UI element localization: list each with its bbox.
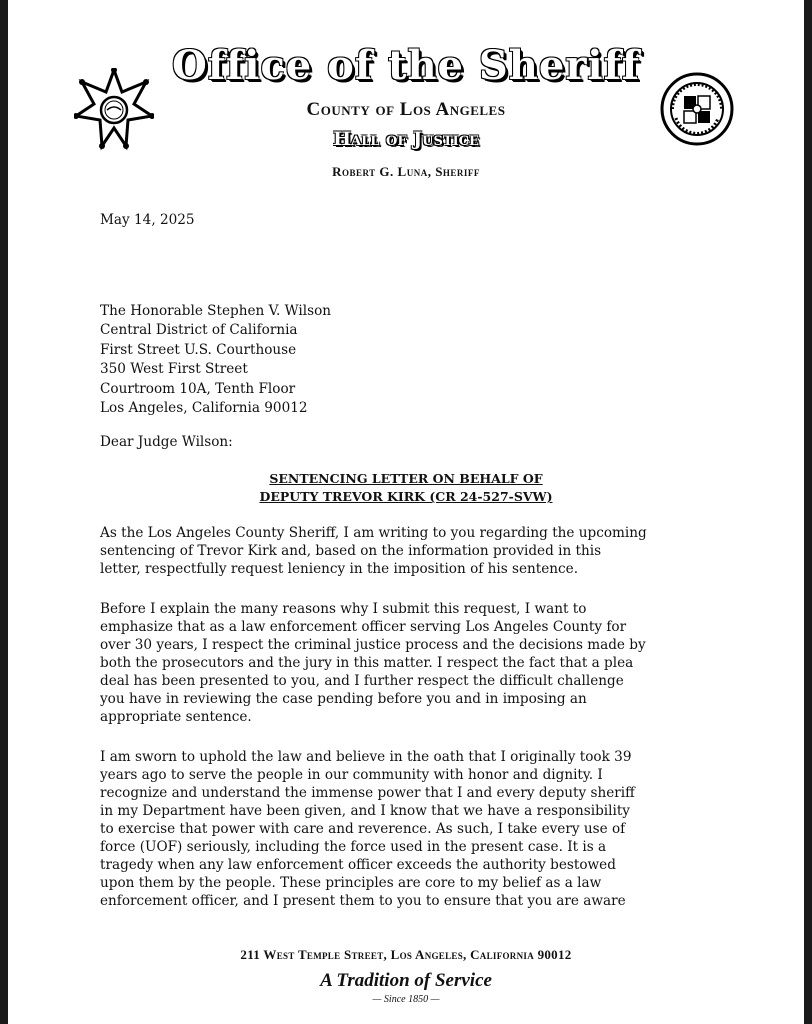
paragraph-line: appropriate sentence. bbox=[100, 709, 252, 725]
subject-heading bbox=[8, 470, 804, 506]
letter-page bbox=[8, 0, 804, 1024]
recipient-address bbox=[100, 302, 331, 418]
subject-line: DEPUTY TREVOR KIRK (CR 24-527-SVW) bbox=[259, 489, 553, 504]
paragraph-line: in my Department have been given, and I know that we have a responsibility bbox=[100, 803, 630, 819]
paragraph-line: enforcement officer, and I present them to you to ensure that you are aware bbox=[100, 893, 626, 909]
address-line: 350 West First Street bbox=[100, 361, 248, 378]
paragraph-line: sentencing of Trevor Kirk and, based on the information provided in this bbox=[100, 543, 602, 559]
paragraph-line: to exercise that power with care and reverence. As such, I take every use of bbox=[100, 821, 626, 837]
footer-address: 211 West Temple Street, Los Angeles, California 90012 bbox=[240, 947, 572, 962]
paragraph-line: As the Los Angeles County Sheriff, I am writing to you regarding the upcoming bbox=[100, 525, 647, 541]
footer-motto: A Tradition of Service bbox=[320, 970, 492, 991]
county-seal-icon bbox=[660, 72, 734, 146]
letterhead-office-title: Office of the Sheriff bbox=[171, 42, 641, 89]
paragraph bbox=[100, 600, 720, 726]
paragraph bbox=[100, 748, 720, 910]
address-line: The Honorable Stephen V. Wilson bbox=[100, 303, 332, 319]
paragraph bbox=[100, 524, 720, 578]
address-line: First Street U.S. Courthouse bbox=[100, 341, 297, 358]
paragraph-line: over 30 years, I respect the criminal justice process and the decisions made by bbox=[100, 637, 646, 653]
subject-line: SENTENCING LETTER ON BEHALF OF bbox=[269, 471, 543, 486]
paragraph-line: deal has been presented to you, and I further respect the difficult challenge bbox=[100, 673, 624, 689]
paragraph-line: letter, respectfully request leniency in the imposition of his sentence. bbox=[100, 561, 579, 577]
paragraph-line: emphasize that as a law enforcement officer serving Los Angeles County for bbox=[100, 619, 627, 635]
paragraph-line: Before I explain the many reasons why I submit this request, I want to bbox=[100, 601, 587, 617]
letter-date: May 14, 2025 bbox=[100, 212, 195, 228]
paragraph-line: years ago to serve the people in our community with honor and dignity. I bbox=[100, 767, 603, 783]
paragraph-line: recognize and understand the immense power that I and every deputy sheriff bbox=[100, 785, 635, 801]
paragraph-line: I am sworn to uphold the law and believe in the oath that I originally took 39 bbox=[100, 749, 632, 765]
address-line: Courtroom 10A, Tenth Floor bbox=[100, 380, 296, 397]
salutation: Dear Judge Wilson: bbox=[100, 434, 233, 450]
letterhead-sheriff-name: Robert G. Luna, Sheriff bbox=[332, 164, 480, 179]
paragraph-line: tragedy when any law enforcement officer exceeds the authority bestowed bbox=[100, 857, 616, 873]
paragraph-line: force (UOF) seriously, including the force used in the present case. It is a bbox=[100, 839, 607, 855]
address-line: Los Angeles, California 90012 bbox=[100, 399, 308, 416]
address-line: Central District of California bbox=[100, 322, 298, 339]
paragraph-line: upon them by the people. These principles are core to my belief as a law bbox=[100, 875, 602, 891]
letterhead-hall: Hall of Justice bbox=[333, 128, 479, 150]
paragraph-line: both the prosecutors and the jury in this matter. I respect the fact that a plea bbox=[100, 655, 634, 671]
footer-since-text: Since 1850 bbox=[383, 994, 429, 1005]
footer-since: — Since 1850 — bbox=[372, 994, 440, 1005]
letterhead-county: County of Los Angeles bbox=[306, 99, 506, 120]
paragraph-line: you have in reviewing the case pending before you and in imposing an bbox=[100, 691, 587, 707]
